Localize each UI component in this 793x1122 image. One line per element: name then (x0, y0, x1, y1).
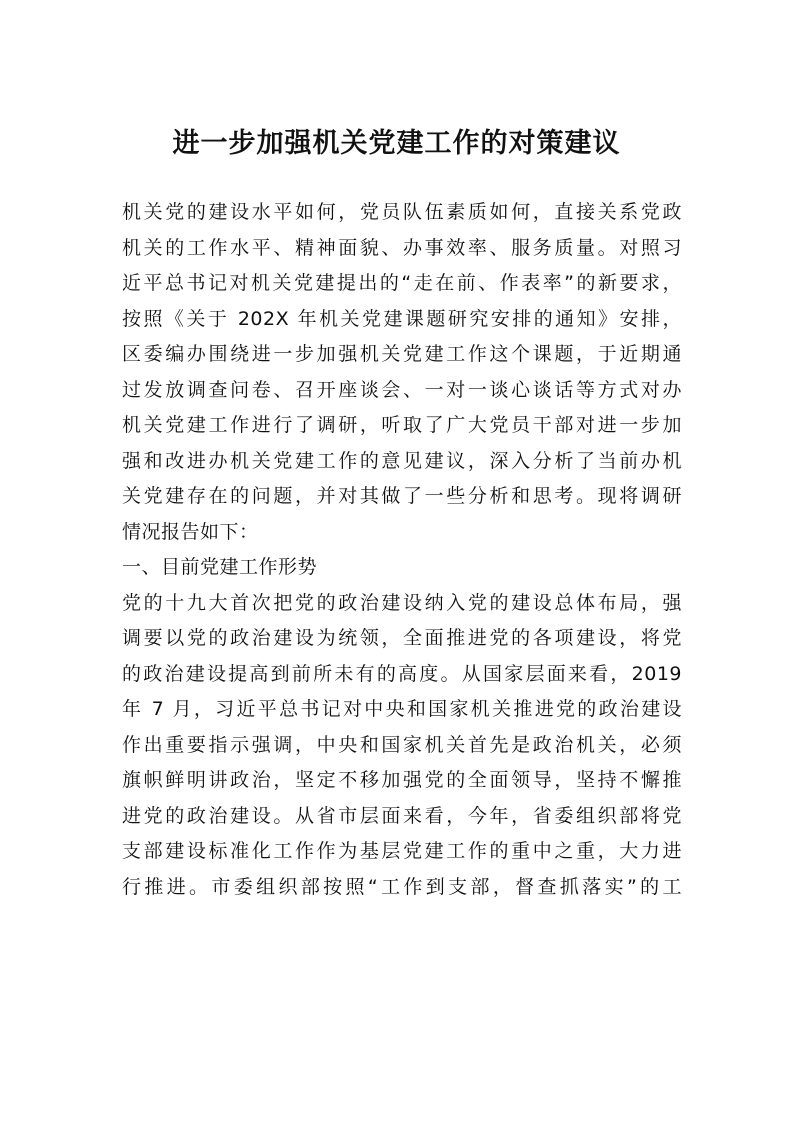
section-heading: 一、目前党建工作形势 (122, 556, 318, 578)
body-line: 机关的工作水平、精神面貌、办事效率、服务质量。对照习 (122, 236, 682, 259)
document-body (122, 195, 682, 905)
body-line: 行推进。市委组织部按照“工作到支部，督查抓落实”的工 (122, 875, 682, 898)
body-line: 机关党的建设水平如何，党员队伍素质如何，直接关系党政 (122, 201, 682, 223)
body-line: 党的十九大首次把党的政治建设纳入党的建设总体布局，强 (122, 591, 682, 614)
body-line: 调要以党的政治建设为统领，全面推进党的各项建设，将党 (122, 627, 682, 649)
body-line: 按照《关于 202X 年机关党建课题研究安排的通知》安排， (122, 307, 682, 330)
body-line: 关党建存在的问题，并对其做了一些分析和思考。现将调研 (122, 485, 682, 507)
body-line: 近平总书记对机关党建提出的“走在前、作表率”的新要求， (122, 272, 682, 294)
body-line: 进党的政治建设。从省市层面来看，今年，省委组织部将党 (122, 804, 682, 827)
document-title: 进一步加强机关党建工作的对策建议 (172, 128, 621, 159)
body-line: 过发放调查问卷、召开座谈会、一对一谈心谈话等方式对办 (122, 378, 682, 401)
body-line: 旗帜鲜明讲政治，坚定不移加强党的全面领导，坚持不懈推 (122, 769, 682, 791)
body-line: 支部建设标准化工作作为基层党建工作的重中之重，大力进 (122, 840, 682, 862)
body-line: 机关党建工作进行了调研，听取了广大党员干部对进一步加 (122, 414, 682, 436)
body-line: 的政治建设提高到前所未有的高度。从国家层面来看，2019 (122, 662, 682, 685)
body-line: 区委编办围绕进一步加强机关党建工作这个课题，于近期通 (122, 343, 682, 365)
body-line: 情况报告如下： (122, 520, 259, 543)
body-line: 强和改进办机关党建工作的意见建议，深入分析了当前办机 (122, 449, 682, 472)
body-line: 作出重要指示强调，中央和国家机关首先是政治机关，必须 (122, 733, 682, 756)
body-line: 年 7 月，习近平总书记对中央和国家机关推进党的政治建设 (122, 698, 682, 720)
